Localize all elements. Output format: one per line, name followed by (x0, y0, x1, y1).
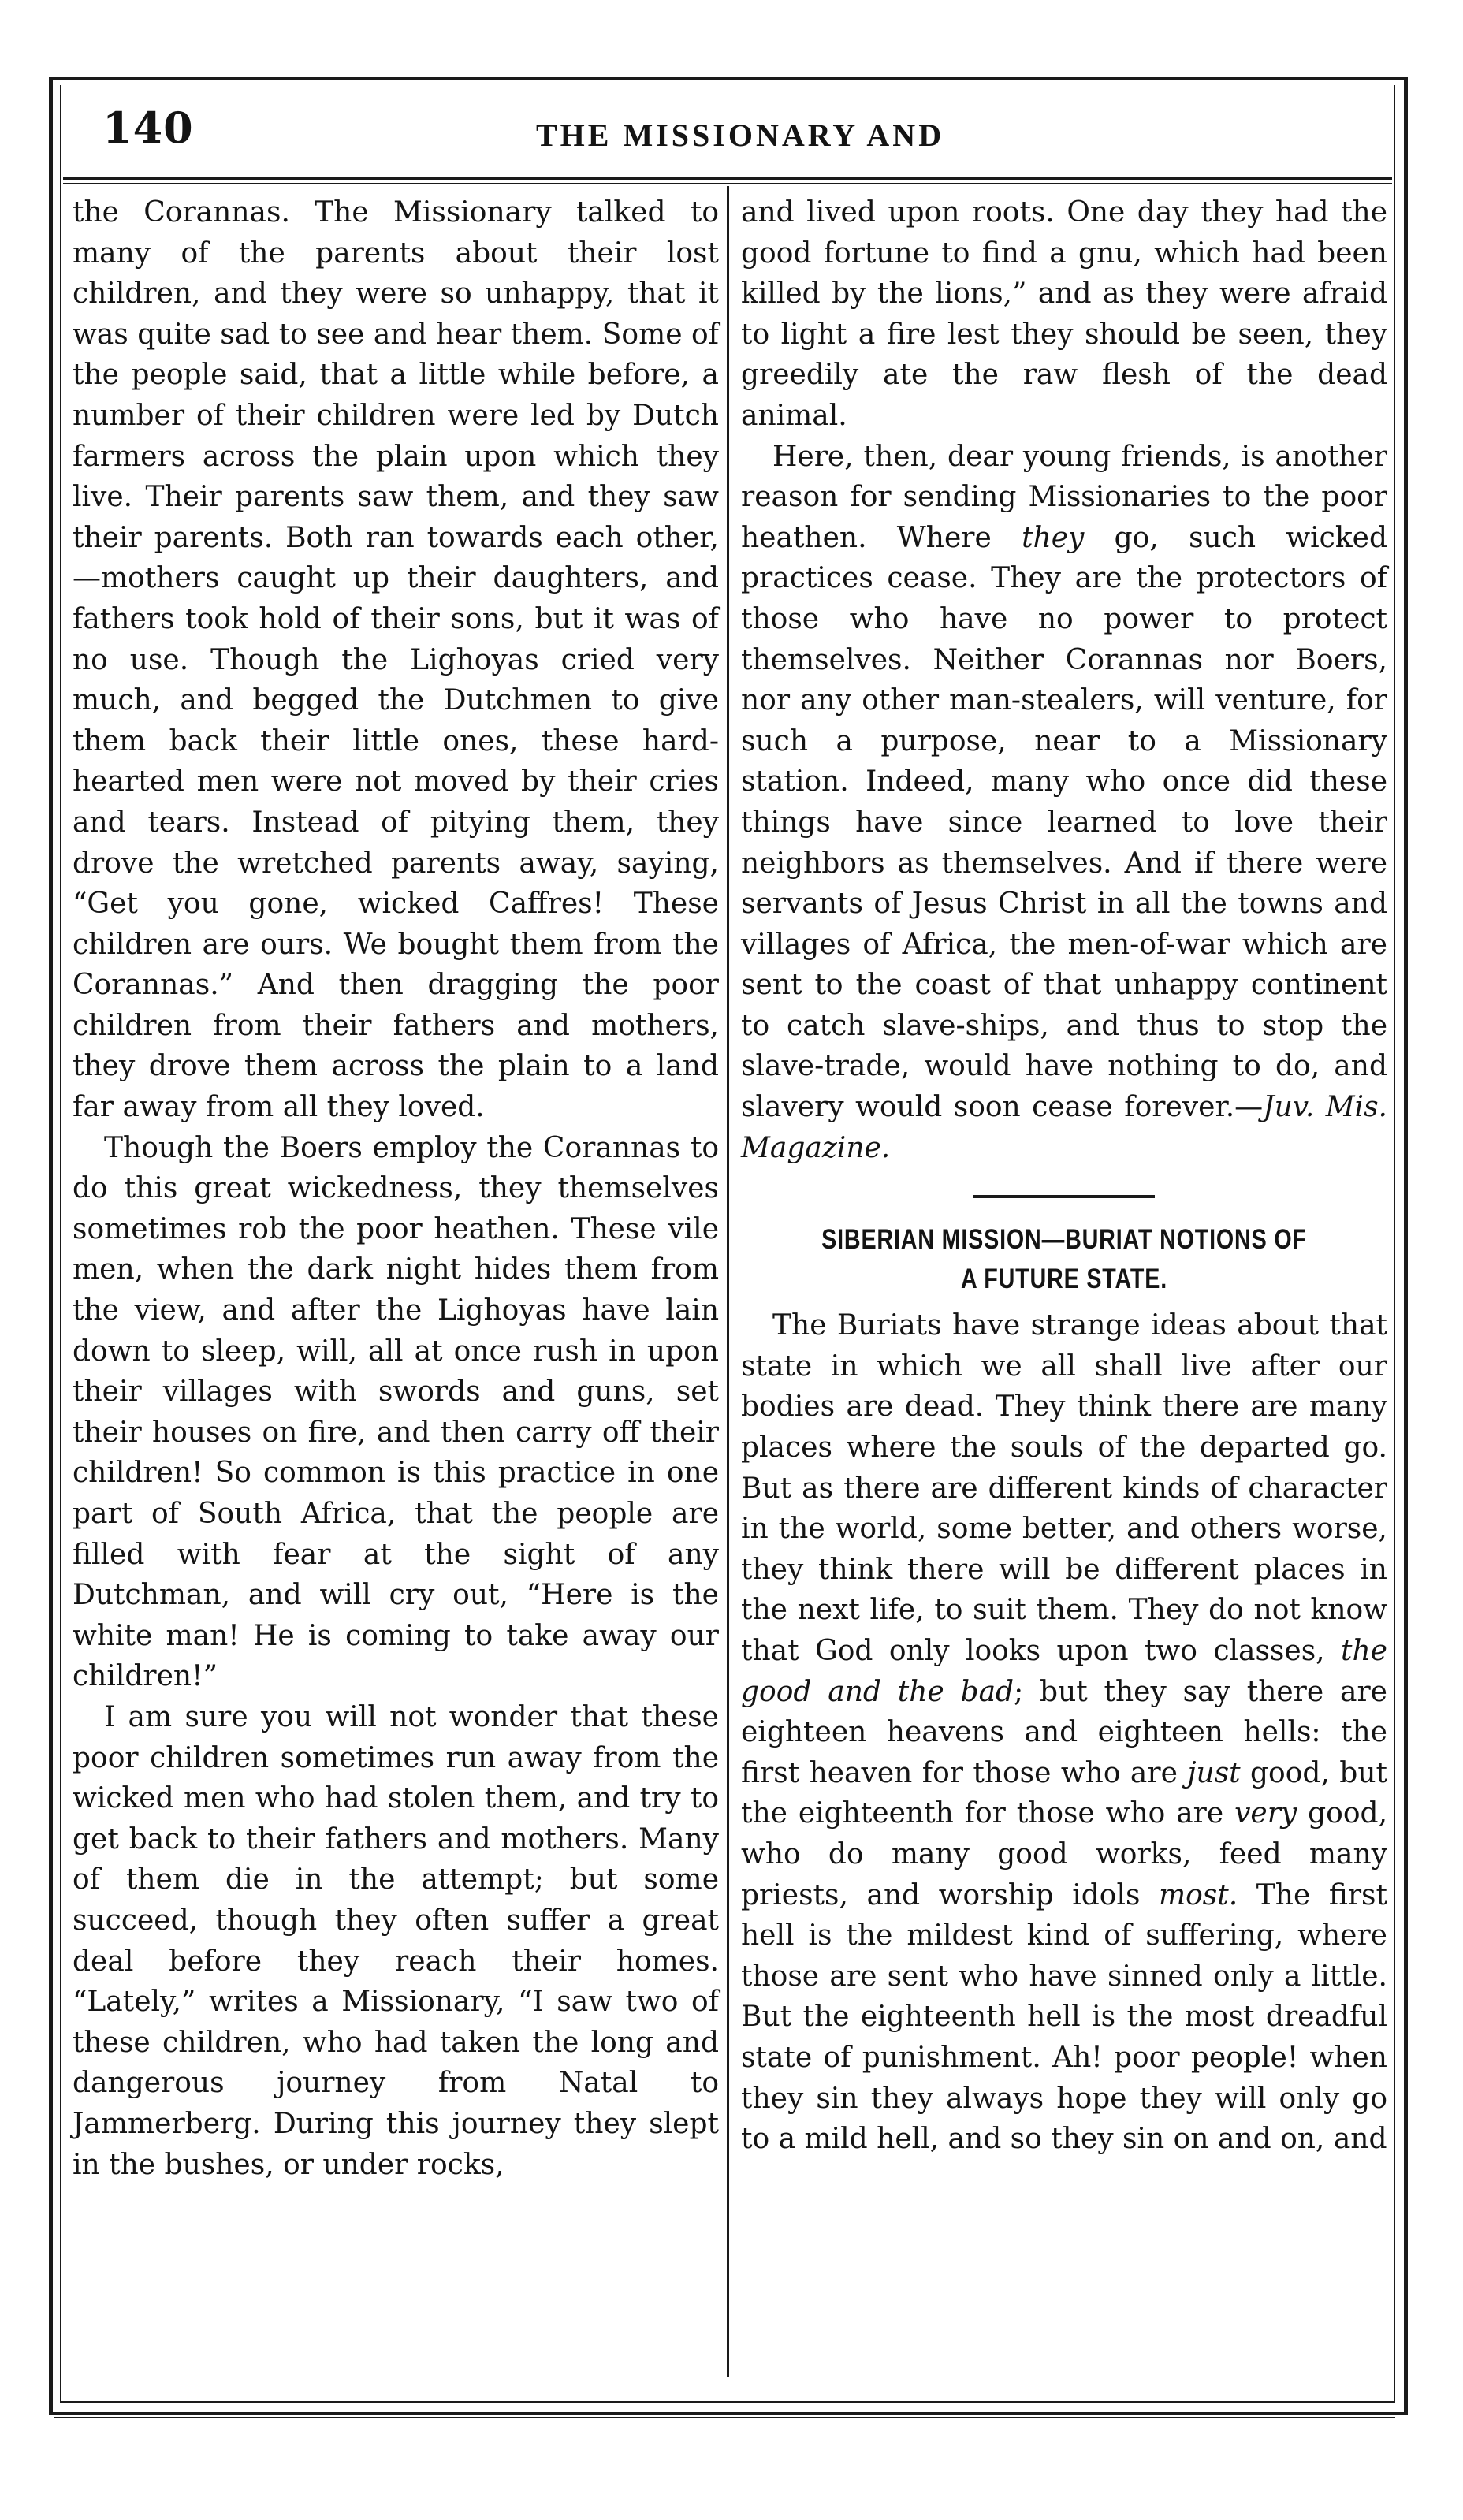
section-heading (799, 1220, 1329, 1299)
header-rule-thin (63, 183, 1392, 184)
text-run: The Buriats have strange ideas about that state in which we all shall live after our bodies are dead. They think there are many places where the souls of the departed go. But as there are different kinds of character in the world, some better, and others worse, they think there will be different places in the next life, to suit them. They do not know that God only looks upon two classes, (741, 1309, 1387, 1667)
text-run: ; but they say there are eighteen heavens and eighteen hells: the first heaven for those who are (741, 1675, 1387, 1789)
right-column (741, 192, 1387, 2160)
paragraph (741, 1305, 1387, 2159)
page-number: 140 (102, 102, 194, 153)
emphasis: the good and the bad (741, 1635, 1387, 1708)
bottom-rule (54, 2417, 1395, 2418)
running-head: THE MISSIONARY AND (536, 117, 945, 153)
section-heading-line: A FUTURE STATE. (960, 1264, 1168, 1295)
column-divider (727, 186, 729, 2377)
section-divider (973, 1195, 1155, 1198)
text-run: Here, then, dear young friends, is another reason for sending Missionaries to the poor heathen. Where (741, 440, 1387, 554)
section-heading-line: SIBERIAN MISSION—BURIAT NOTIONS OF (821, 1224, 1307, 1256)
emphasis: just (1187, 1756, 1241, 1789)
paragraph: the Corannas. The Missionary talked to many of the parents about their lost children, and they were so unhappy, that it was quite sad to see and hear them. Some of the people said, that a little while before, a number of their children were led by Dutch farmers across the plain upon which they live. Their parents saw them, and they saw their parents. Both ran towards each other,—mothers caught up their daughters, and fathers took hold of their sons, but it was of no use. Though the Lighoyas cried very much, and begged the Dutchmen to give them back their little ones, these hard-hearted men were not moved by their cries and tears. Instead of pitying them, they drove the wretched parents away, saying, “Get you gone, wicked Caffres! These children are ours. We bought them from the Corannas.” And then dragging the poor children from their fathers and mothers, they drove them across the plain to a land far away from all they loved. (73, 196, 719, 1124)
paragraph: Though the Boers employ the Corannas to do this great wickedness, they themselves sometimes rob the poor heathen. These vile men, when the dark night hides them from the view, and after the Lighoyas have lain down to sleep, will, all at once rush in upon their villages with swords and guns, set their houses on fire, and then carry off their children! So common is this practice in one part of South Africa, that the people are filled with fear at the sight of any Dutchman, and will cry out, “Here is the white man! He is coming to take away our children!” (73, 1131, 719, 1693)
page-header (63, 101, 1387, 172)
text-run: good, who do many good works, feed many priests, and worship idols (741, 1797, 1388, 1911)
emphasis: very (1234, 1797, 1297, 1830)
emphasis: they (1022, 521, 1085, 554)
text-run: The first hell is the mildest kind of suffering, where those are sent who have sinned only a little. But the eighteenth hell is the most dreadful state of punishment. Ah! poor people! when they sin they always hope they will only go to a mild hell, and so they sin on and on, and (741, 1878, 1387, 2156)
source-citation: Juv. Mis. Magazine. (741, 1091, 1387, 1164)
text-run: go, such wicked practices cease. They are the protectors of those who have no power to protect themselves. Neither Corannas nor Boers, nor any other man-stealers, will venture, for such a purpose, near to a Missionary station. Indeed, many who once did these things have since learned to love their neighbors as themselves. And if there were servants of Jesus Christ in all the towns and villages of Africa, the men-of-war which are sent to the coast of that unhappy continent to catch slave-ships, and thus to stop the slave-trade, would have nothing to do, and slavery would soon cease forever.— (741, 521, 1387, 1124)
paragraph: and lived upon roots. One day they had the good fortune to find a gnu, which had been killed by the lions,” and as they were afraid to light a fire lest they should be seen, they greedily ate the raw flesh of the dead animal. (741, 196, 1387, 432)
paragraph (741, 437, 1387, 1169)
text-run: good, but the eighteenth for those who are (741, 1756, 1387, 1830)
left-column (73, 192, 719, 2185)
header-rule (63, 177, 1392, 180)
paragraph: I am sure you will not wonder that these poor children sometimes run away from the wicked men who had stolen them, and try to get back to their fathers and mothers. Many of them die in the attempt; but some succeed, though they often suffer a great deal before they reach their homes. “Lately,” writes a Missionary, “I saw two of these children, who had taken the long and dangerous journey from Natal to Jammerberg. During this journey they slept in the bushes, or under rocks, (73, 1700, 719, 2181)
emphasis: most. (1159, 1878, 1238, 1911)
